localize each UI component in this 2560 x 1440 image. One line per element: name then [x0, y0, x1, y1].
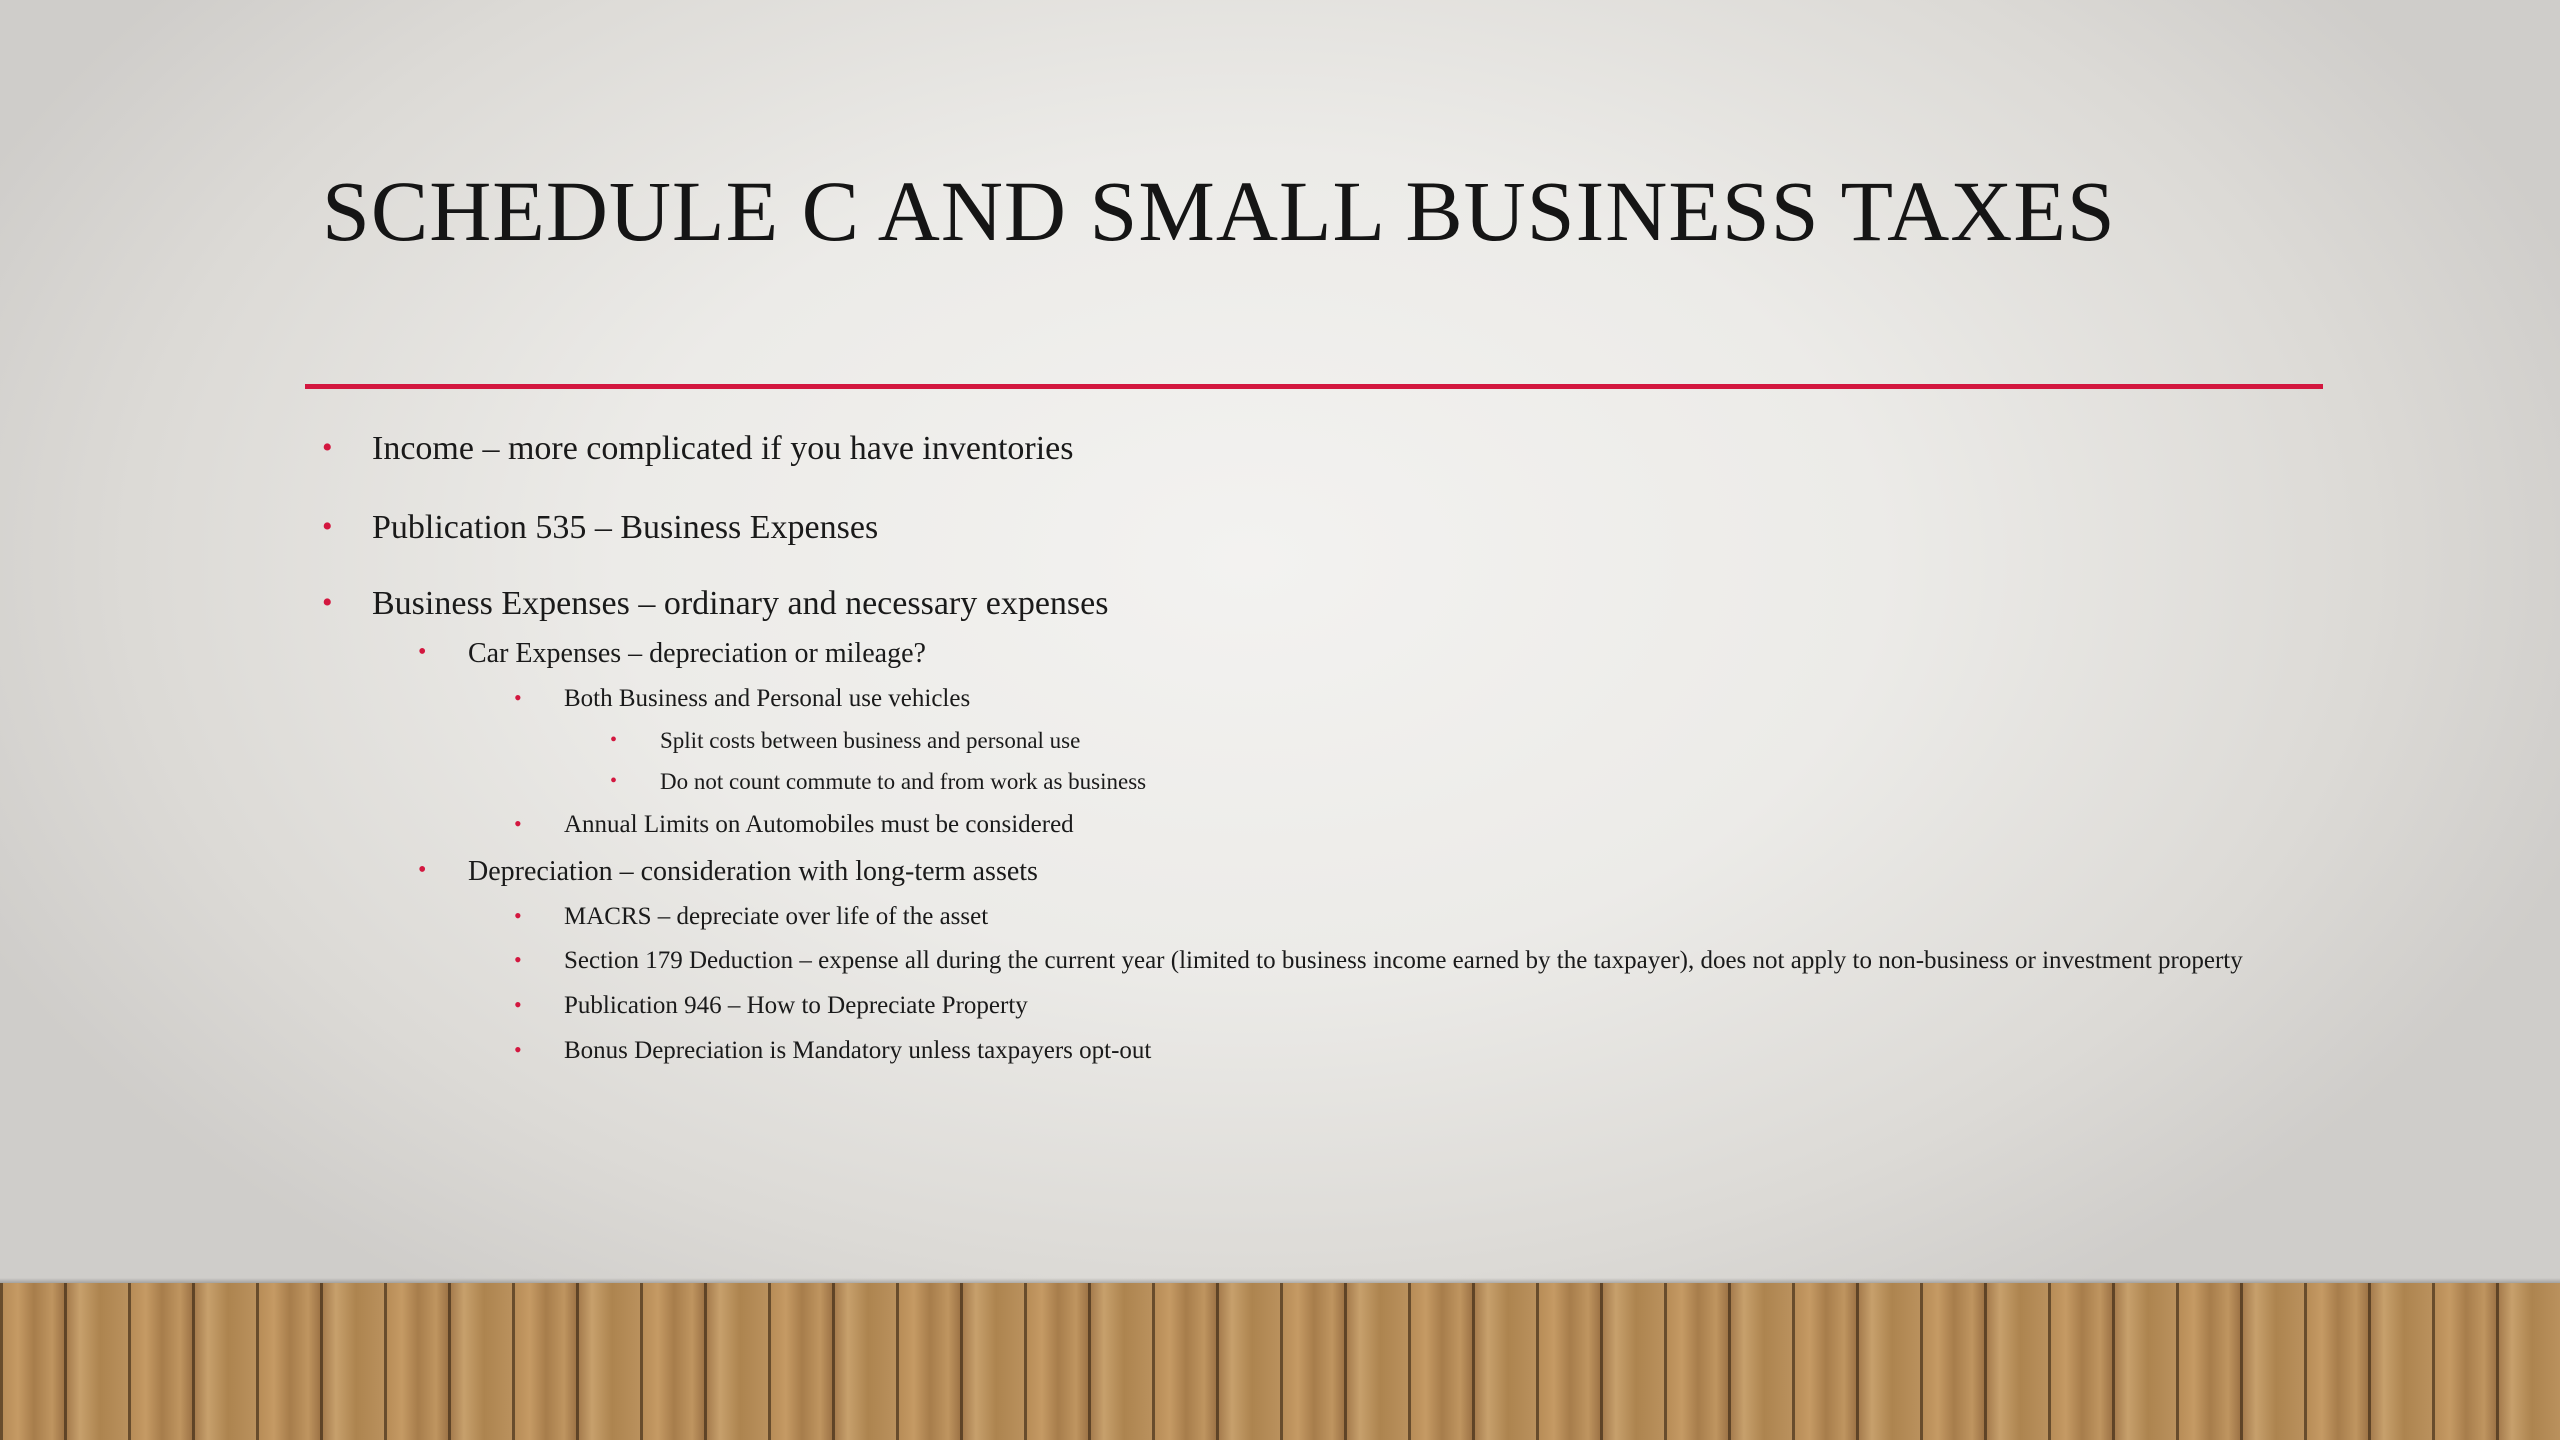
- list-item-text: Publication 946 – How to Depreciate Property: [564, 992, 1028, 1019]
- list-item: [322, 1035, 2322, 1067]
- bullet-list: [322, 428, 2322, 1080]
- list-item: [322, 727, 2322, 756]
- bullet-icon: •: [514, 684, 522, 710]
- slide-title: SCHEDULE C AND SMALL BUSINESS TAXES: [322, 163, 2116, 259]
- list-item: [322, 901, 2322, 933]
- bullet-icon: •: [514, 810, 522, 836]
- list-item: [322, 636, 2322, 671]
- list-item: [322, 990, 2322, 1022]
- bullet-icon: •: [322, 586, 333, 619]
- bullet-icon: •: [322, 431, 333, 464]
- bullet-icon: •: [514, 947, 522, 973]
- list-item-text: Depreciation – consideration with long-term assets: [468, 855, 1038, 887]
- list-item: [322, 768, 2322, 797]
- bullet-icon: •: [610, 729, 618, 752]
- bullet-icon: •: [610, 770, 618, 792]
- list-item-text: Do not count commute to and from work as business: [660, 769, 1147, 794]
- bullet-icon: •: [418, 638, 427, 665]
- list-item-text: Car Expenses – depreciation or mileage?: [468, 637, 926, 669]
- list-item: [322, 428, 2322, 471]
- bullet-icon: •: [514, 992, 522, 1017]
- title-divider: [305, 384, 2323, 389]
- list-item-text: Publication 535 – Business Expenses: [372, 508, 879, 546]
- list-item-text: Split costs between business and personal use: [660, 728, 1081, 754]
- list-item-text: Both Business and Personal use vehicles: [564, 684, 971, 712]
- list-item: [322, 683, 2322, 715]
- list-item-text: MACRS – depreciate over life of the asset: [564, 902, 989, 930]
- wood-floor-backdrop: [0, 1283, 2560, 1440]
- list-item-text: Annual Limits on Automobiles must be considered: [564, 810, 1074, 838]
- list-item-text: Bonus Depreciation is Mandatory unless taxpayers opt-out: [564, 1036, 1152, 1064]
- list-item: [322, 507, 2322, 550]
- bullet-icon: •: [514, 902, 522, 928]
- bullet-icon: •: [418, 856, 427, 883]
- bullet-icon: •: [322, 509, 333, 543]
- list-item: [322, 945, 2322, 977]
- list-item-text: Business Expenses – ordinary and necessary expenses: [372, 585, 1109, 622]
- list-item: [322, 583, 2322, 626]
- list-item: [322, 854, 2322, 889]
- list-item: [322, 809, 2322, 841]
- list-item-text: Income – more complicated if you have inventories: [372, 430, 1074, 467]
- list-item-text: Section 179 Deduction – expense all during the current year (limited to business income earned by the taxpayer), does not apply to non-business or investment property: [564, 947, 2243, 975]
- bullet-icon: •: [514, 1036, 522, 1062]
